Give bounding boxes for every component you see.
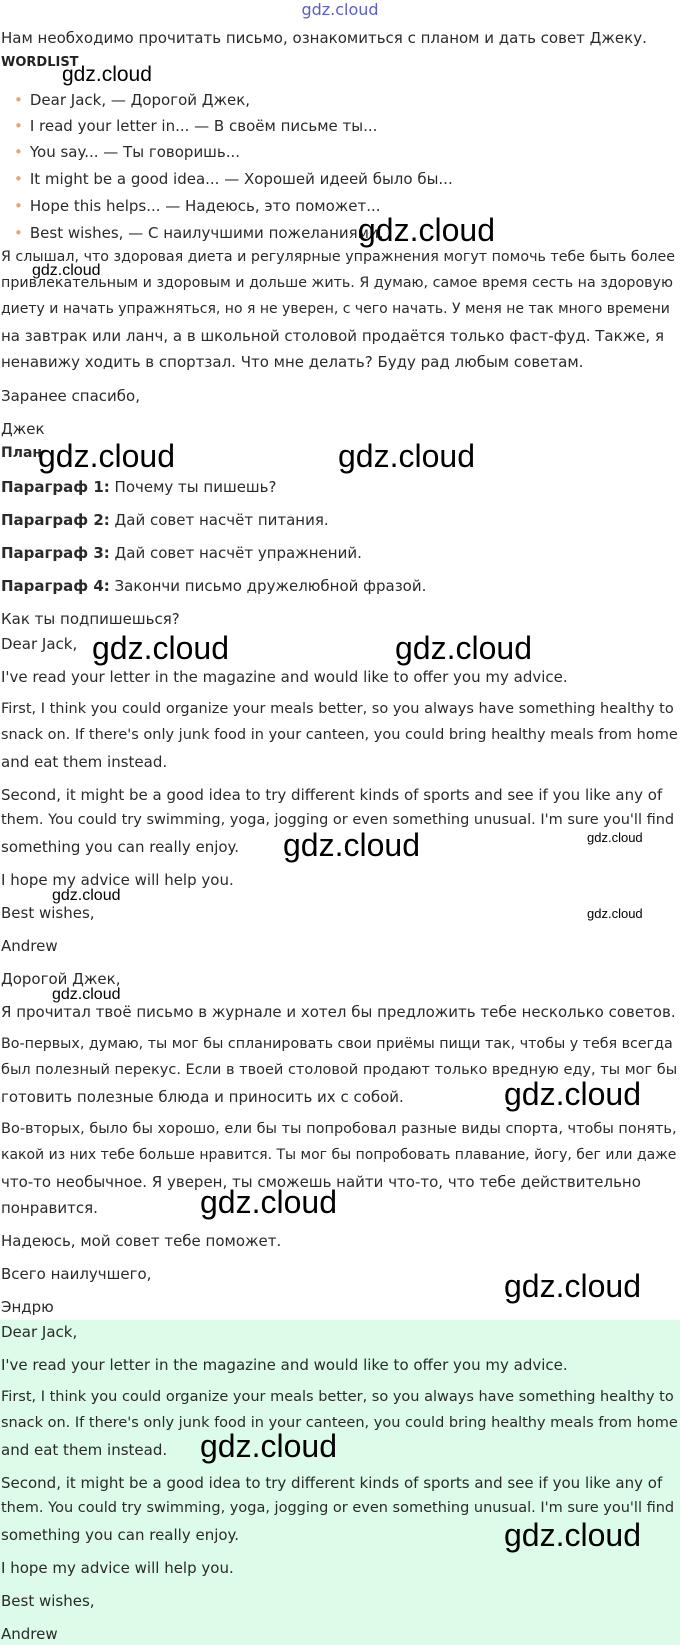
watermark: gdz.cloud (200, 1184, 337, 1220)
bullet-icon: • (14, 197, 23, 215)
watermark: gdz.cloud (38, 438, 175, 474)
reply-en-line: Second, it might be a good idea to try different kinds of sports and see if you like any of (1, 786, 663, 804)
reply-en-line: something you can really enjoy. (1, 838, 240, 856)
jack-letter-line: Я слышал, что здоровая диета и регулярные упражнения могут помочь тебе быть более (1, 249, 676, 265)
final-answer-closing: I hope my advice will help you. (1, 1559, 234, 1577)
watermark: gdz.cloud (62, 63, 152, 86)
plan-paragraph: Параграф 3: Дай совет насчёт упражнений. (1, 544, 362, 562)
watermark: gdz.cloud (395, 630, 532, 666)
jack-letter-line: привлекательным и здоровым и дольше жить. Я думаю, самое время сесть на здоровую (1, 275, 673, 291)
final-answer-line: and eat them instead. (1, 1441, 168, 1459)
watermark: gdz.cloud (52, 887, 121, 904)
plan-paragraph: Параграф 4: Закончи письмо дружелюбной фразой. (1, 577, 427, 595)
bullet-icon: • (14, 170, 23, 188)
reply-en-line: them. You could try swimming, yoga, jogging or even something unusual. I'm sure you'll find (1, 812, 675, 828)
wordlist-item: • Dear Jack, — Дорогой Джек, (14, 91, 251, 109)
reply-ru-intro: Я прочитал твоё письмо в журнале и хотел бы предложить тебе несколько советов. (1, 1003, 676, 1021)
jack-letter-line: на завтрак или ланч, а в школьной столовой продаётся только фаст-фуд. Также, я (1, 327, 664, 345)
reply-en-line: and eat them instead. (1, 753, 168, 771)
watermark: gdz.cloud (283, 827, 420, 863)
wordlist-item: • Hope this helps... — Надеюсь, это поможет... (14, 197, 381, 215)
reply-en-line: First, I think you could organize your meals better, so you always have something healthy to (1, 701, 674, 717)
site-header[interactable]: gdz.cloud (301, 0, 379, 19)
final-answer-name: Andrew (1, 1625, 58, 1643)
watermark: gdz.cloud (504, 1076, 641, 1112)
watermark: gdz.cloud (32, 262, 101, 279)
final-answer-line: First, I think you could organize your meals better, so you always have something healthy to (1, 1389, 674, 1405)
reply-ru-wishes: Всего наилучшего, (1, 1265, 152, 1283)
final-answer-wishes: Best wishes, (1, 1592, 95, 1610)
reply-ru-line: был полезный перекус. Если в твоей столовой продают только вредную еду, ты мог бы (1, 1062, 678, 1078)
plan-paragraph: Параграф 1: Почему ты пишешь? (1, 478, 277, 496)
final-answer-greeting: Dear Jack, (1, 1323, 78, 1341)
bullet-icon: • (14, 224, 23, 242)
reply-ru-closing: Надеюсь, мой совет тебе поможет. (1, 1232, 282, 1250)
wordlist-item: • Best wishes, — С наилучшими пожеланиями, (14, 224, 384, 242)
watermark: gdz.cloud (587, 906, 643, 921)
watermark: gdz.cloud (504, 1268, 641, 1304)
task-text: Нам необходимо прочитать письмо, ознакомиться с планом и дать совет Джеку. (1, 29, 647, 47)
final-answer-line: them. You could try swimming, yoga, jogging or even something unusual. I'm sure you'll find (1, 1500, 675, 1516)
reply-en-name: Andrew (1, 937, 58, 955)
reply-en-intro: I've read your letter in the magazine and would like to offer you my advice. (1, 668, 568, 686)
reply-ru-greeting: Дорогой Джек, (1, 970, 121, 988)
bullet-icon: • (14, 143, 23, 161)
final-answer-line: Second, it might be a good idea to try different kinds of sports and see if you like any of (1, 1474, 663, 1492)
final-answer-line: something you can really enjoy. (1, 1526, 240, 1544)
plan-question: Как ты подпишешься? (1, 610, 180, 628)
watermark: gdz.cloud (92, 630, 229, 666)
watermark: gdz.cloud (52, 986, 121, 1003)
wordlist-item: • You say... — Ты говоришь... (14, 143, 241, 161)
wordlist-item: • It might be a good idea... — Хорошей идеей было бы... (14, 170, 453, 188)
final-answer-intro: I've read your letter in the magazine and would like to offer you my advice. (1, 1356, 568, 1374)
jack-letter-signature: Джек (1, 420, 45, 438)
reply-ru-line: какой из них тебе больше нравится. Ты мог бы попробовать плавание, йогу, бег или даже (1, 1147, 677, 1163)
watermark: gdz.cloud (358, 212, 495, 248)
plan-title: План (1, 445, 43, 461)
reply-ru-line: что-то необычное. Я уверен, ты сможешь найти что-то, что тебе действительно (1, 1173, 641, 1191)
jack-letter-line: ненавижу ходить в спортзал. Что мне делать? Буду рад любым советам. (1, 353, 584, 371)
watermark: gdz.cloud (338, 438, 475, 474)
reply-ru-line: Во-вторых, было бы хорошо, ели бы ты попробовал разные виды спорта, чтобы понять, (1, 1121, 677, 1137)
watermark: gdz.cloud (200, 1428, 337, 1464)
jack-letter-line: диету и начать упражняться, но я не уверен, с чего начать. У меня не так много времени (1, 301, 670, 317)
reply-en-greeting: Dear Jack, (1, 635, 78, 653)
jack-letter-thanks: Заранее спасибо, (1, 387, 140, 405)
reply-ru-line: готовить полезные блюда и приносить их с собой. (1, 1088, 404, 1106)
reply-ru-name: Эндрю (1, 1298, 54, 1316)
final-answer-line: snack on. If there's only junk food in your canteen, you could bring healthy meals from home (1, 1415, 678, 1431)
reply-ru-line: Во-первых, думаю, ты мог бы спланировать свои приёмы пищи так, чтобы у тебя всегда (1, 1036, 673, 1052)
reply-en-wishes: Best wishes, (1, 904, 95, 922)
watermark: gdz.cloud (504, 1517, 641, 1553)
bullet-icon: • (14, 91, 23, 109)
wordlist-item: • I read your letter in... — В своём письме ты... (14, 117, 378, 135)
bullet-icon: • (14, 117, 23, 135)
plan-paragraph: Параграф 2: Дай совет насчёт питания. (1, 511, 329, 529)
watermark: gdz.cloud (587, 830, 643, 845)
reply-en-closing: I hope my advice will help you. (1, 871, 234, 889)
wordlist-title: WORDLIST (1, 55, 79, 70)
reply-en-line: snack on. If there's only junk food in your canteen, you could bring healthy meals from home (1, 727, 678, 743)
reply-ru-line: понравится. (1, 1199, 98, 1217)
